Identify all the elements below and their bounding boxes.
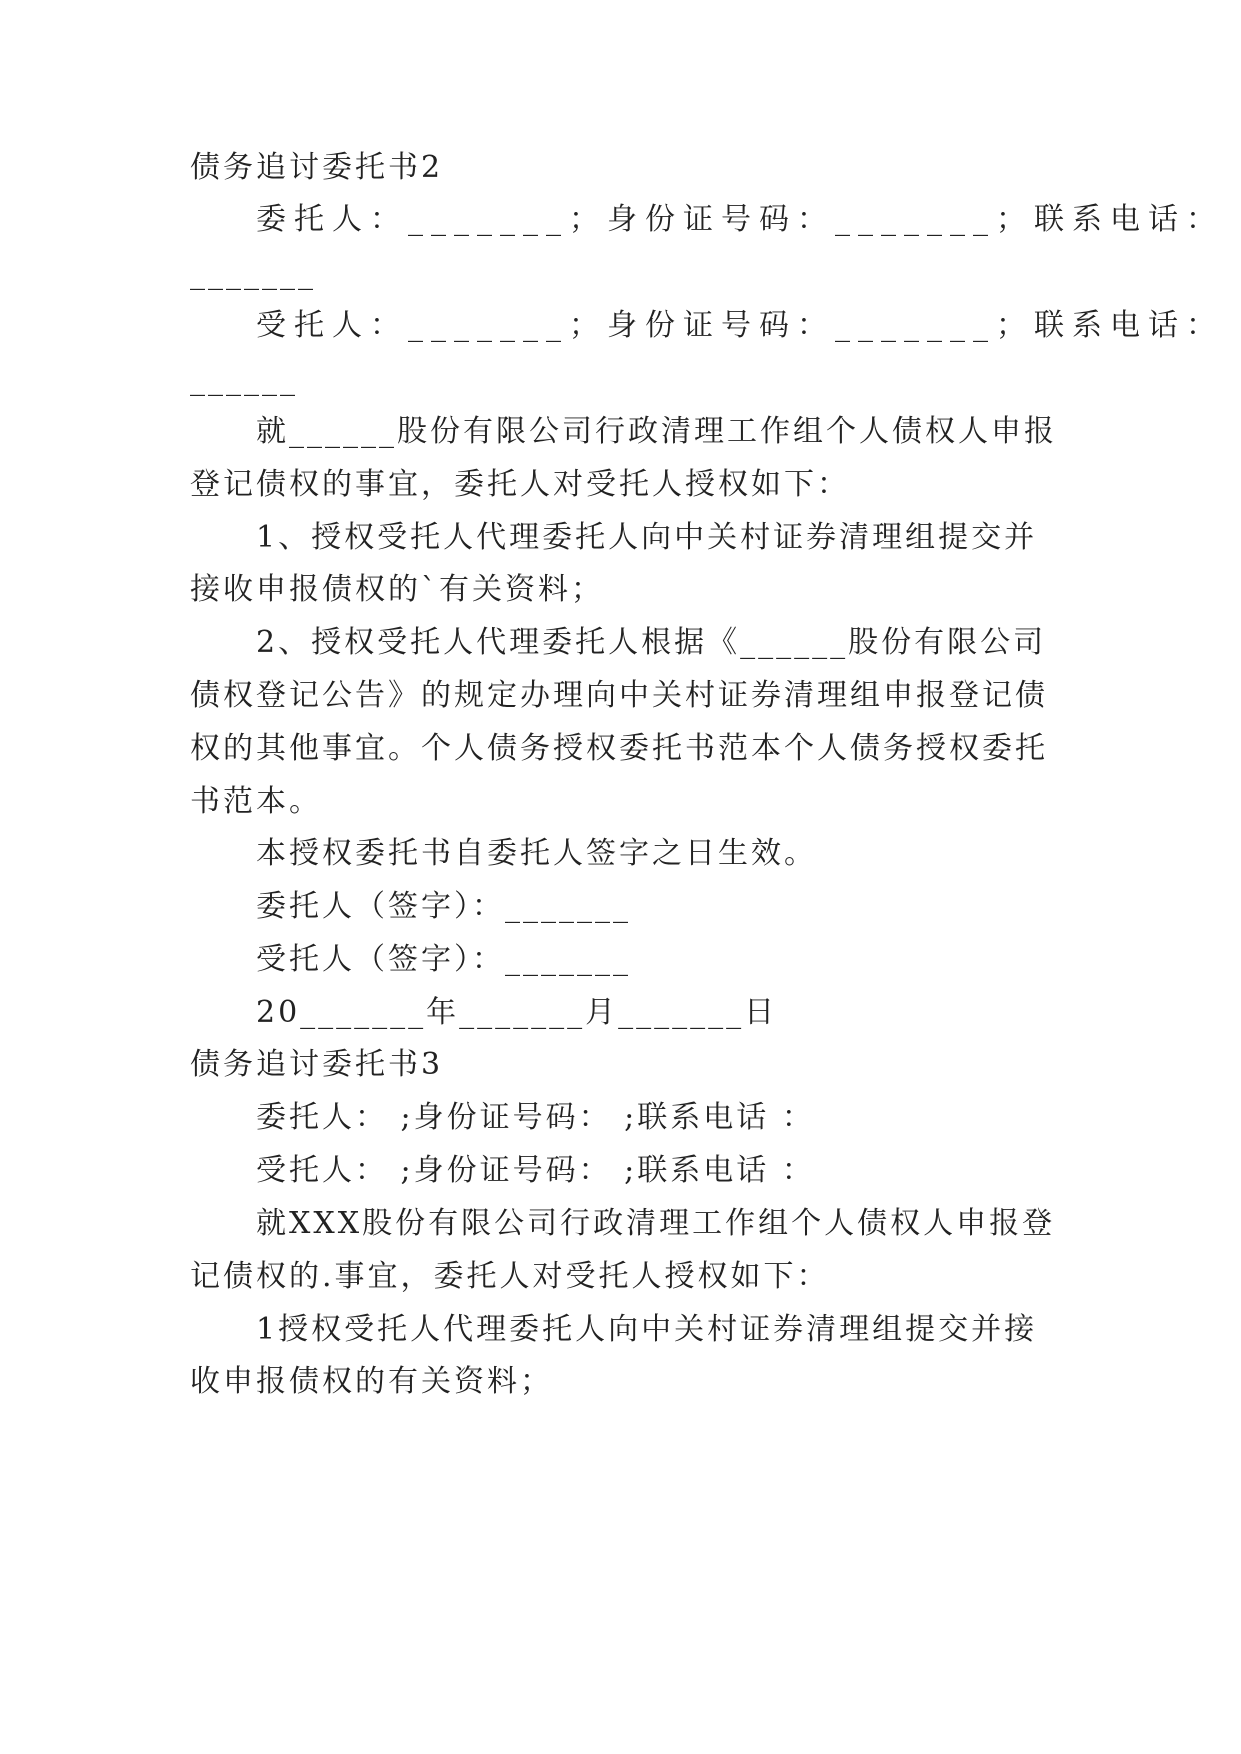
paragraph-line: 登记债权的事宜，委托人对受托人授权如下： bbox=[190, 467, 850, 502]
paragraph-line: 就XXX股份有限公司行政清理工作组个人债权人申报登 bbox=[256, 1206, 1056, 1241]
authorization-item-2: 2、授权受托人代理委托人根据《______股份有限公司 bbox=[256, 625, 1047, 660]
paragraph-line: 记债权的.事宜，委托人对受托人授权如下： bbox=[190, 1259, 830, 1294]
date-line: 20_______年_______月_______日 bbox=[256, 995, 778, 1030]
agent-info-line: 受托人： ;身份证号码： ;联系电话 ： bbox=[256, 1153, 815, 1188]
client-info-line: 委托人： ;身份证号码： ;联系电话 ： bbox=[256, 1100, 815, 1135]
authorization-item-1: 1授权受托人代理委托人向中关村证券清理组提交并接 bbox=[256, 1312, 1038, 1347]
section-2-title: 债务追讨委托书2 bbox=[190, 150, 444, 185]
authorization-item-1: 1、授权受托人代理委托人向中关村证券清理组提交并 bbox=[256, 520, 1038, 555]
effective-statement: 本授权委托书自委托人签字之日生效。 bbox=[256, 836, 817, 871]
authorization-item-2-continued: 债权登记公告》的规定办理向中关村证券清理组申报登记债 bbox=[190, 678, 1048, 713]
authorization-item-1-continued: 接收申报债权的`有关资料； bbox=[190, 572, 604, 607]
client-signature-line: 委托人（签字）：_______ bbox=[256, 889, 631, 924]
client-info-line: 委托人：_______；身份证号码：_______；联系电话： bbox=[256, 202, 1224, 237]
agent-info-line-continued: ______ bbox=[190, 362, 298, 397]
authorization-item-1-continued: 收申报债权的有关资料； bbox=[190, 1364, 553, 1399]
client-info-line-continued: _______ bbox=[190, 256, 316, 291]
authorization-item-2-continued: 权的其他事宜。个人债务授权委托书范本个人债务授权委托 bbox=[190, 731, 1048, 766]
agent-signature-line: 受托人（签字）：_______ bbox=[256, 942, 631, 977]
agent-info-line: 受托人：_______；身份证号码：_______；联系电话： bbox=[256, 308, 1224, 343]
paragraph-line: 就______股份有限公司行政清理工作组个人债权人申报 bbox=[256, 414, 1057, 449]
section-3-title: 债务追讨委托书3 bbox=[190, 1047, 444, 1082]
authorization-item-2-continued: 书范本。 bbox=[190, 784, 322, 819]
